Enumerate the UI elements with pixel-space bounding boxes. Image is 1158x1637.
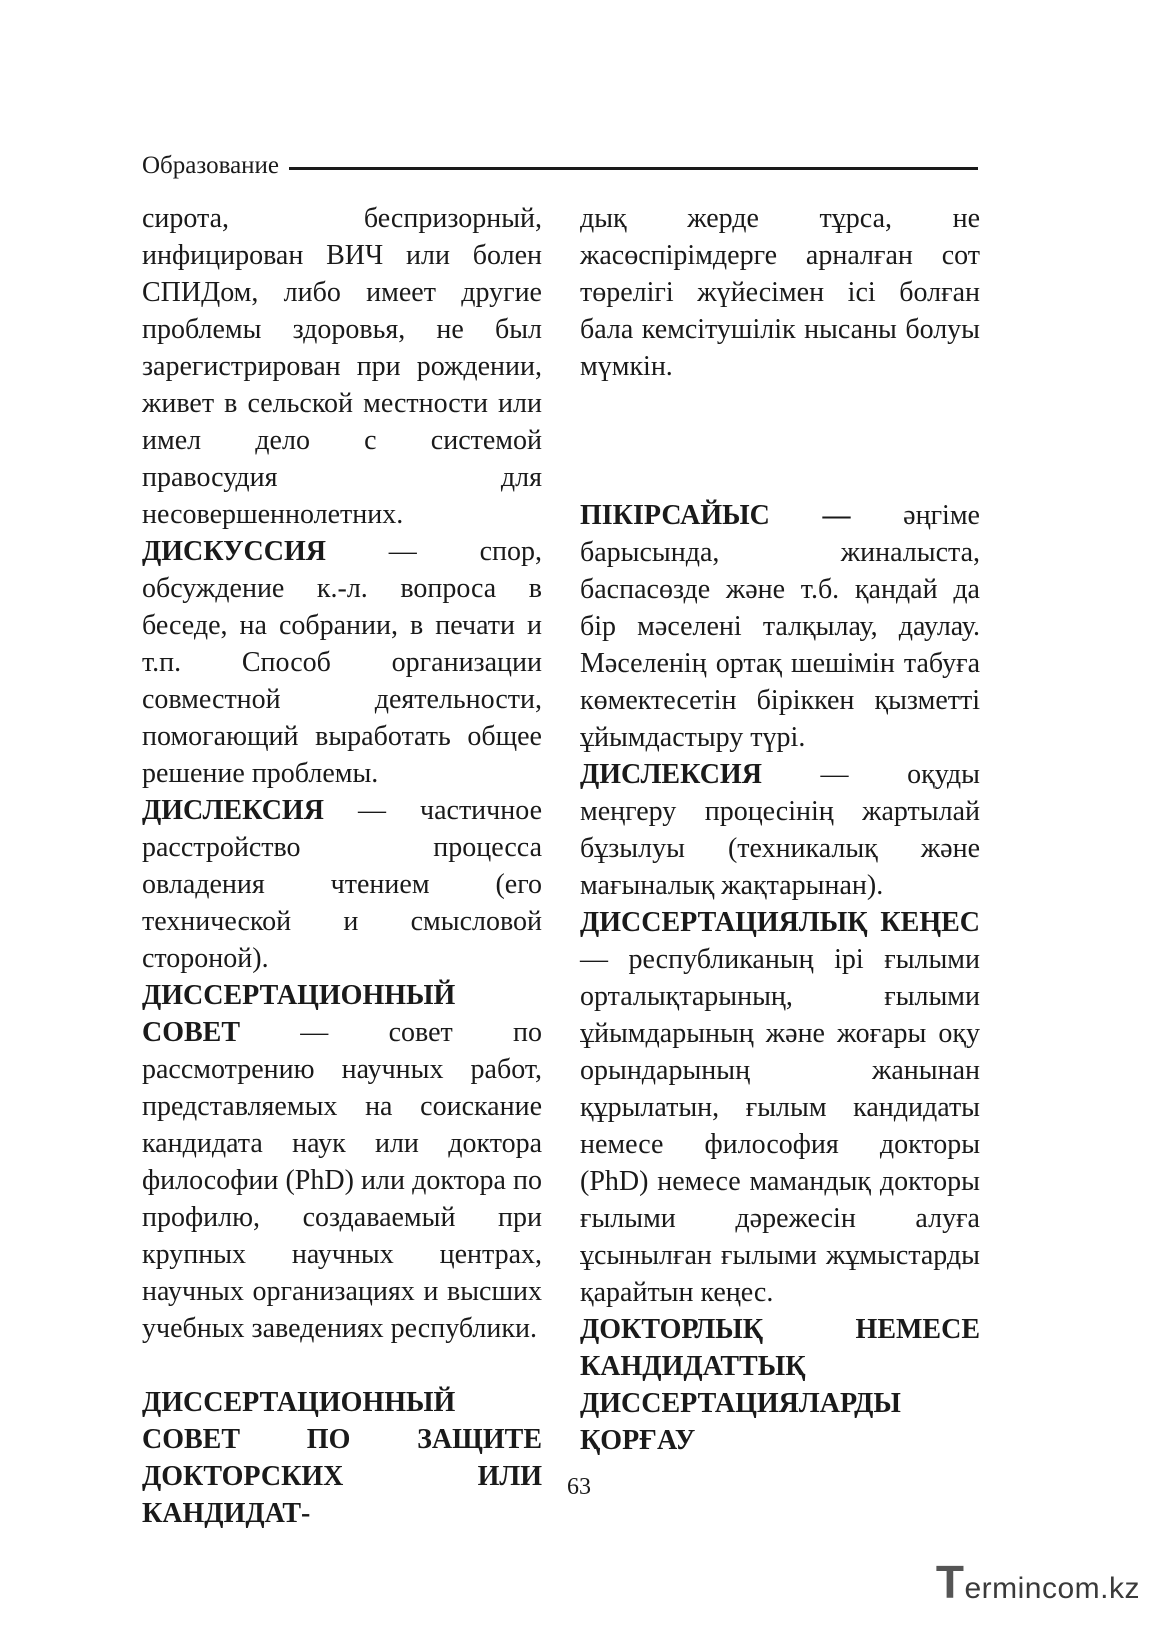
spacer — [580, 385, 980, 497]
entry-dissertaciyalyk-kenes — [580, 904, 980, 1311]
entry-term: ДИСЛЕКСИЯ — [580, 759, 762, 790]
entry-definition: — республиканың ірі ғылыми орталықтарының, ғылыми ұйымдарының және жоғары оқу орындарының жанынан құрылатын, ғылым кандидаты немесе философия докторы (PhD) немесе мамандық докторы ғылыми дәрежесін алуға ұсынылған ғылыми жұмыстарды қарайтын кеңес. — [580, 944, 980, 1308]
entry-pikirsaiys — [580, 497, 980, 756]
left-column — [142, 200, 542, 1532]
entry-term: ДИССЕРТАЦИОННЫЙ СОВЕТ ПО ЗАЩИТЕ ДОКТОРСКИХ ИЛИ КАНДИДАТ- — [142, 1387, 542, 1529]
entry-dissertacionnyi-sovet — [142, 977, 542, 1347]
header-rule — [289, 167, 978, 170]
entry-definition: — оқуды меңгеру процесінің жартылай бұзылуы (техникалық және мағыналық жақтарынан). — [580, 759, 980, 901]
entry-term: ДИСКУССИЯ — [142, 536, 326, 567]
entry-dissertacionnyi-sovet-po-zashchite — [142, 1384, 542, 1532]
entry-term: ДОКТОРЛЫҚ НЕМЕСЕ КАНДИДАТТЫҚ ДИССЕРТАЦИЯЛАРДЫ ҚОРҒАУ — [580, 1314, 980, 1456]
section-title: Образование — [142, 152, 280, 179]
entry-term: ДИСЛЕКСИЯ — [142, 795, 324, 826]
right-column — [580, 200, 980, 1459]
page-number: 63 — [567, 1474, 591, 1500]
entry-term: ПІКІРСАЙЫС — — [580, 500, 851, 531]
entry-definition: — спор, обсуждение к.-л. вопроса в беседе, на собрании, в печати и т.п. Способ организации совместной деятельности, помогающий выработать общее решение проблемы. — [142, 536, 542, 789]
site-watermark: Termincom.kz — [935, 1556, 1140, 1608]
entry-doktorlyk-nemese — [580, 1311, 980, 1459]
entry-definition: — совет по рассмотрению научных работ, представляемых на соискание кандидата наук или доктора философии (PhD) или доктора по профилю, создаваемый при крупных научных центрах, научных организациях и высших учебных заведениях республики. — [142, 1017, 542, 1344]
continuation-text: дық жерде тұрса, не жасөспірімдерге арналған сот төрелігі жүйесімен ісі болған бала кемсітушілік нысаны болуы мүмкін. — [580, 203, 980, 382]
entry-term: ДИССЕРТАЦИОННЫЙ СОВЕТ — [142, 980, 456, 1048]
spacer — [142, 1347, 542, 1384]
entry-definition: әңгіме барысында, жиналыста, баспасөзде және т.б. қандай да бір мәселені талқылау, даулау. Мәселенің ортақ шешімін табуға көмектесетін біріккен қызметті ұйымдастыру түрі. — [580, 500, 980, 753]
continuation-text: сирота, беспризорный, инфицирован ВИЧ или болен СПИДом, либо имеет другие проблемы здоровья, не был зарегистрирован при рождении, живет в сельской местности или имел дело с системой правосудия для несовершеннолетних. — [142, 203, 542, 530]
entry-disleksiya-kz — [580, 756, 980, 904]
entry-disleksiya — [142, 792, 542, 977]
entry-definition: — частичное расстройство процесса овладения чтением (его технической и смысловой стороной). — [142, 795, 542, 974]
entry-diskussiya — [142, 533, 542, 792]
entry-term: ДИССЕРТАЦИЯЛЫҚ КЕҢЕС — [580, 907, 980, 938]
running-header — [142, 146, 978, 186]
